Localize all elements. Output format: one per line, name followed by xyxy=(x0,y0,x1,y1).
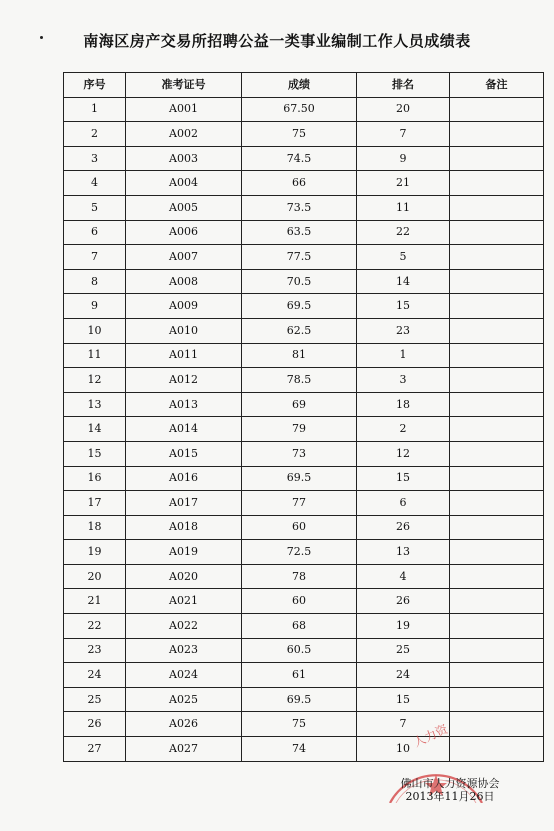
table-row xyxy=(64,392,544,417)
header-exam-id: 准考证号 xyxy=(126,73,242,98)
table-body xyxy=(64,97,544,761)
cell-remarks xyxy=(450,638,544,663)
cell-score: 74 xyxy=(242,737,357,762)
cell-index: 6 xyxy=(64,220,126,245)
table-row xyxy=(64,171,544,196)
table-row xyxy=(64,417,544,442)
cell-score: 66 xyxy=(242,171,357,196)
table-row xyxy=(64,343,544,368)
cell-index: 26 xyxy=(64,712,126,737)
cell-score: 73.5 xyxy=(242,195,357,220)
table-row xyxy=(64,515,544,540)
table-row xyxy=(64,220,544,245)
cell-exam-id: A009 xyxy=(126,294,242,319)
cell-score: 74.5 xyxy=(242,146,357,171)
cell-remarks xyxy=(450,392,544,417)
cell-remarks xyxy=(450,343,544,368)
cell-exam-id: A015 xyxy=(126,441,242,466)
cell-rank: 19 xyxy=(357,614,450,639)
cell-rank: 20 xyxy=(357,97,450,122)
cell-index: 10 xyxy=(64,318,126,343)
cell-score: 67.50 xyxy=(242,97,357,122)
cell-remarks xyxy=(450,294,544,319)
cell-exam-id: A021 xyxy=(126,589,242,614)
cell-remarks xyxy=(450,245,544,270)
header-remarks: 备注 xyxy=(450,73,544,98)
cell-index: 18 xyxy=(64,515,126,540)
cell-rank: 13 xyxy=(357,540,450,565)
cell-score: 78 xyxy=(242,564,357,589)
cell-rank: 10 xyxy=(357,737,450,762)
cell-rank: 6 xyxy=(357,491,450,516)
cell-exam-id: A012 xyxy=(126,368,242,393)
cell-index: 2 xyxy=(64,122,126,147)
table-header-row xyxy=(64,73,544,98)
cell-index: 8 xyxy=(64,269,126,294)
table-row xyxy=(64,318,544,343)
cell-exam-id: A027 xyxy=(126,737,242,762)
cell-exam-id: A008 xyxy=(126,269,242,294)
cell-score: 63.5 xyxy=(242,220,357,245)
table-row xyxy=(64,245,544,270)
cell-exam-id: A025 xyxy=(126,687,242,712)
table-row xyxy=(64,269,544,294)
cell-exam-id: A007 xyxy=(126,245,242,270)
cell-score: 69.5 xyxy=(242,687,357,712)
score-table xyxy=(63,72,544,762)
cell-score: 81 xyxy=(242,343,357,368)
cell-score: 68 xyxy=(242,614,357,639)
cell-rank: 7 xyxy=(357,122,450,147)
cell-score: 75 xyxy=(242,712,357,737)
cell-remarks xyxy=(450,441,544,466)
cell-exam-id: A011 xyxy=(126,343,242,368)
cell-index: 11 xyxy=(64,343,126,368)
cell-remarks xyxy=(450,97,544,122)
cell-rank: 15 xyxy=(357,466,450,491)
table-row xyxy=(64,491,544,516)
cell-exam-id: A026 xyxy=(126,712,242,737)
cell-score: 69.5 xyxy=(242,294,357,319)
cell-index: 22 xyxy=(64,614,126,639)
cell-rank: 18 xyxy=(357,392,450,417)
table-row xyxy=(64,663,544,688)
cell-exam-id: A004 xyxy=(126,171,242,196)
cell-score: 70.5 xyxy=(242,269,357,294)
cell-exam-id: A017 xyxy=(126,491,242,516)
cell-rank: 3 xyxy=(357,368,450,393)
cell-rank: 5 xyxy=(357,245,450,270)
cell-exam-id: A018 xyxy=(126,515,242,540)
cell-exam-id: A020 xyxy=(126,564,242,589)
cell-index: 23 xyxy=(64,638,126,663)
cell-exam-id: A003 xyxy=(126,146,242,171)
cell-index: 19 xyxy=(64,540,126,565)
header-index: 序号 xyxy=(64,73,126,98)
cell-exam-id: A001 xyxy=(126,97,242,122)
cell-exam-id: A002 xyxy=(126,122,242,147)
cell-exam-id: A016 xyxy=(126,466,242,491)
cell-score: 73 xyxy=(242,441,357,466)
footer xyxy=(360,777,540,803)
cell-index: 25 xyxy=(64,687,126,712)
cell-index: 4 xyxy=(64,171,126,196)
cell-remarks xyxy=(450,171,544,196)
cell-rank: 25 xyxy=(357,638,450,663)
svg-text:人力资: 人力资 xyxy=(411,721,450,750)
cell-index: 15 xyxy=(64,441,126,466)
cell-exam-id: A019 xyxy=(126,540,242,565)
cell-remarks xyxy=(450,269,544,294)
cell-index: 7 xyxy=(64,245,126,270)
table-row xyxy=(64,638,544,663)
cell-rank: 15 xyxy=(357,294,450,319)
cell-remarks xyxy=(450,515,544,540)
cell-rank: 12 xyxy=(357,441,450,466)
cell-remarks xyxy=(450,564,544,589)
cell-rank: 26 xyxy=(357,515,450,540)
cell-remarks xyxy=(450,146,544,171)
cell-index: 21 xyxy=(64,589,126,614)
cell-score: 69 xyxy=(242,392,357,417)
cell-rank: 15 xyxy=(357,687,450,712)
cell-rank: 11 xyxy=(357,195,450,220)
cell-score: 77.5 xyxy=(242,245,357,270)
cell-rank: 1 xyxy=(357,343,450,368)
cell-remarks xyxy=(450,220,544,245)
cell-index: 17 xyxy=(64,491,126,516)
table-row xyxy=(64,614,544,639)
cell-exam-id: A024 xyxy=(126,663,242,688)
cell-rank: 23 xyxy=(357,318,450,343)
cell-remarks xyxy=(450,540,544,565)
cell-index: 13 xyxy=(64,392,126,417)
cell-remarks xyxy=(450,491,544,516)
page-title: 南海区房产交易所招聘公益一类事业编制工作人员成绩表 xyxy=(83,32,471,50)
cell-remarks xyxy=(450,195,544,220)
cell-rank: 22 xyxy=(357,220,450,245)
table-row xyxy=(64,195,544,220)
table-row xyxy=(64,589,544,614)
cell-remarks xyxy=(450,687,544,712)
cell-exam-id: A014 xyxy=(126,417,242,442)
cell-index: 14 xyxy=(64,417,126,442)
header-score: 成绩 xyxy=(242,73,357,98)
table-row xyxy=(64,441,544,466)
cell-remarks xyxy=(450,663,544,688)
cell-rank: 21 xyxy=(357,171,450,196)
cell-remarks xyxy=(450,614,544,639)
cell-rank: 26 xyxy=(357,589,450,614)
cell-score: 69.5 xyxy=(242,466,357,491)
cell-index: 24 xyxy=(64,663,126,688)
cell-rank: 2 xyxy=(357,417,450,442)
cell-rank: 7 xyxy=(357,712,450,737)
table-row xyxy=(64,564,544,589)
header-rank: 排名 xyxy=(357,73,450,98)
cell-exam-id: A006 xyxy=(126,220,242,245)
cell-remarks xyxy=(450,589,544,614)
cell-exam-id: A013 xyxy=(126,392,242,417)
table-row xyxy=(64,122,544,147)
cell-exam-id: A010 xyxy=(126,318,242,343)
cell-rank: 14 xyxy=(357,269,450,294)
cell-remarks xyxy=(450,466,544,491)
cell-index: 9 xyxy=(64,294,126,319)
cell-index: 3 xyxy=(64,146,126,171)
cell-score: 60 xyxy=(242,589,357,614)
cell-index: 12 xyxy=(64,368,126,393)
cell-index: 27 xyxy=(64,737,126,762)
cell-exam-id: A023 xyxy=(126,638,242,663)
cell-score: 78.5 xyxy=(242,368,357,393)
table-row xyxy=(64,687,544,712)
cell-index: 20 xyxy=(64,564,126,589)
table-row xyxy=(64,294,544,319)
table-row xyxy=(64,540,544,565)
cell-score: 60.5 xyxy=(242,638,357,663)
cell-score: 75 xyxy=(242,122,357,147)
cell-index: 1 xyxy=(64,97,126,122)
cell-exam-id: A005 xyxy=(126,195,242,220)
cell-remarks xyxy=(450,318,544,343)
table-row xyxy=(64,368,544,393)
cell-score: 77 xyxy=(242,491,357,516)
table-row xyxy=(64,466,544,491)
cell-score: 61 xyxy=(242,663,357,688)
cell-score: 72.5 xyxy=(242,540,357,565)
issuer-name: 佛山市人力资源协会 xyxy=(400,777,500,790)
issue-date: 2013年11月26日 xyxy=(405,790,495,803)
cell-index: 5 xyxy=(64,195,126,220)
cell-remarks xyxy=(450,368,544,393)
cell-rank: 4 xyxy=(357,564,450,589)
cell-rank: 9 xyxy=(357,146,450,171)
table-row xyxy=(64,146,544,171)
table-row xyxy=(64,97,544,122)
cell-remarks xyxy=(450,417,544,442)
cell-rank: 24 xyxy=(357,663,450,688)
cell-remarks xyxy=(450,122,544,147)
cell-score: 62.5 xyxy=(242,318,357,343)
cell-exam-id: A022 xyxy=(126,614,242,639)
cell-index: 16 xyxy=(64,466,126,491)
cell-score: 60 xyxy=(242,515,357,540)
cell-score: 79 xyxy=(242,417,357,442)
